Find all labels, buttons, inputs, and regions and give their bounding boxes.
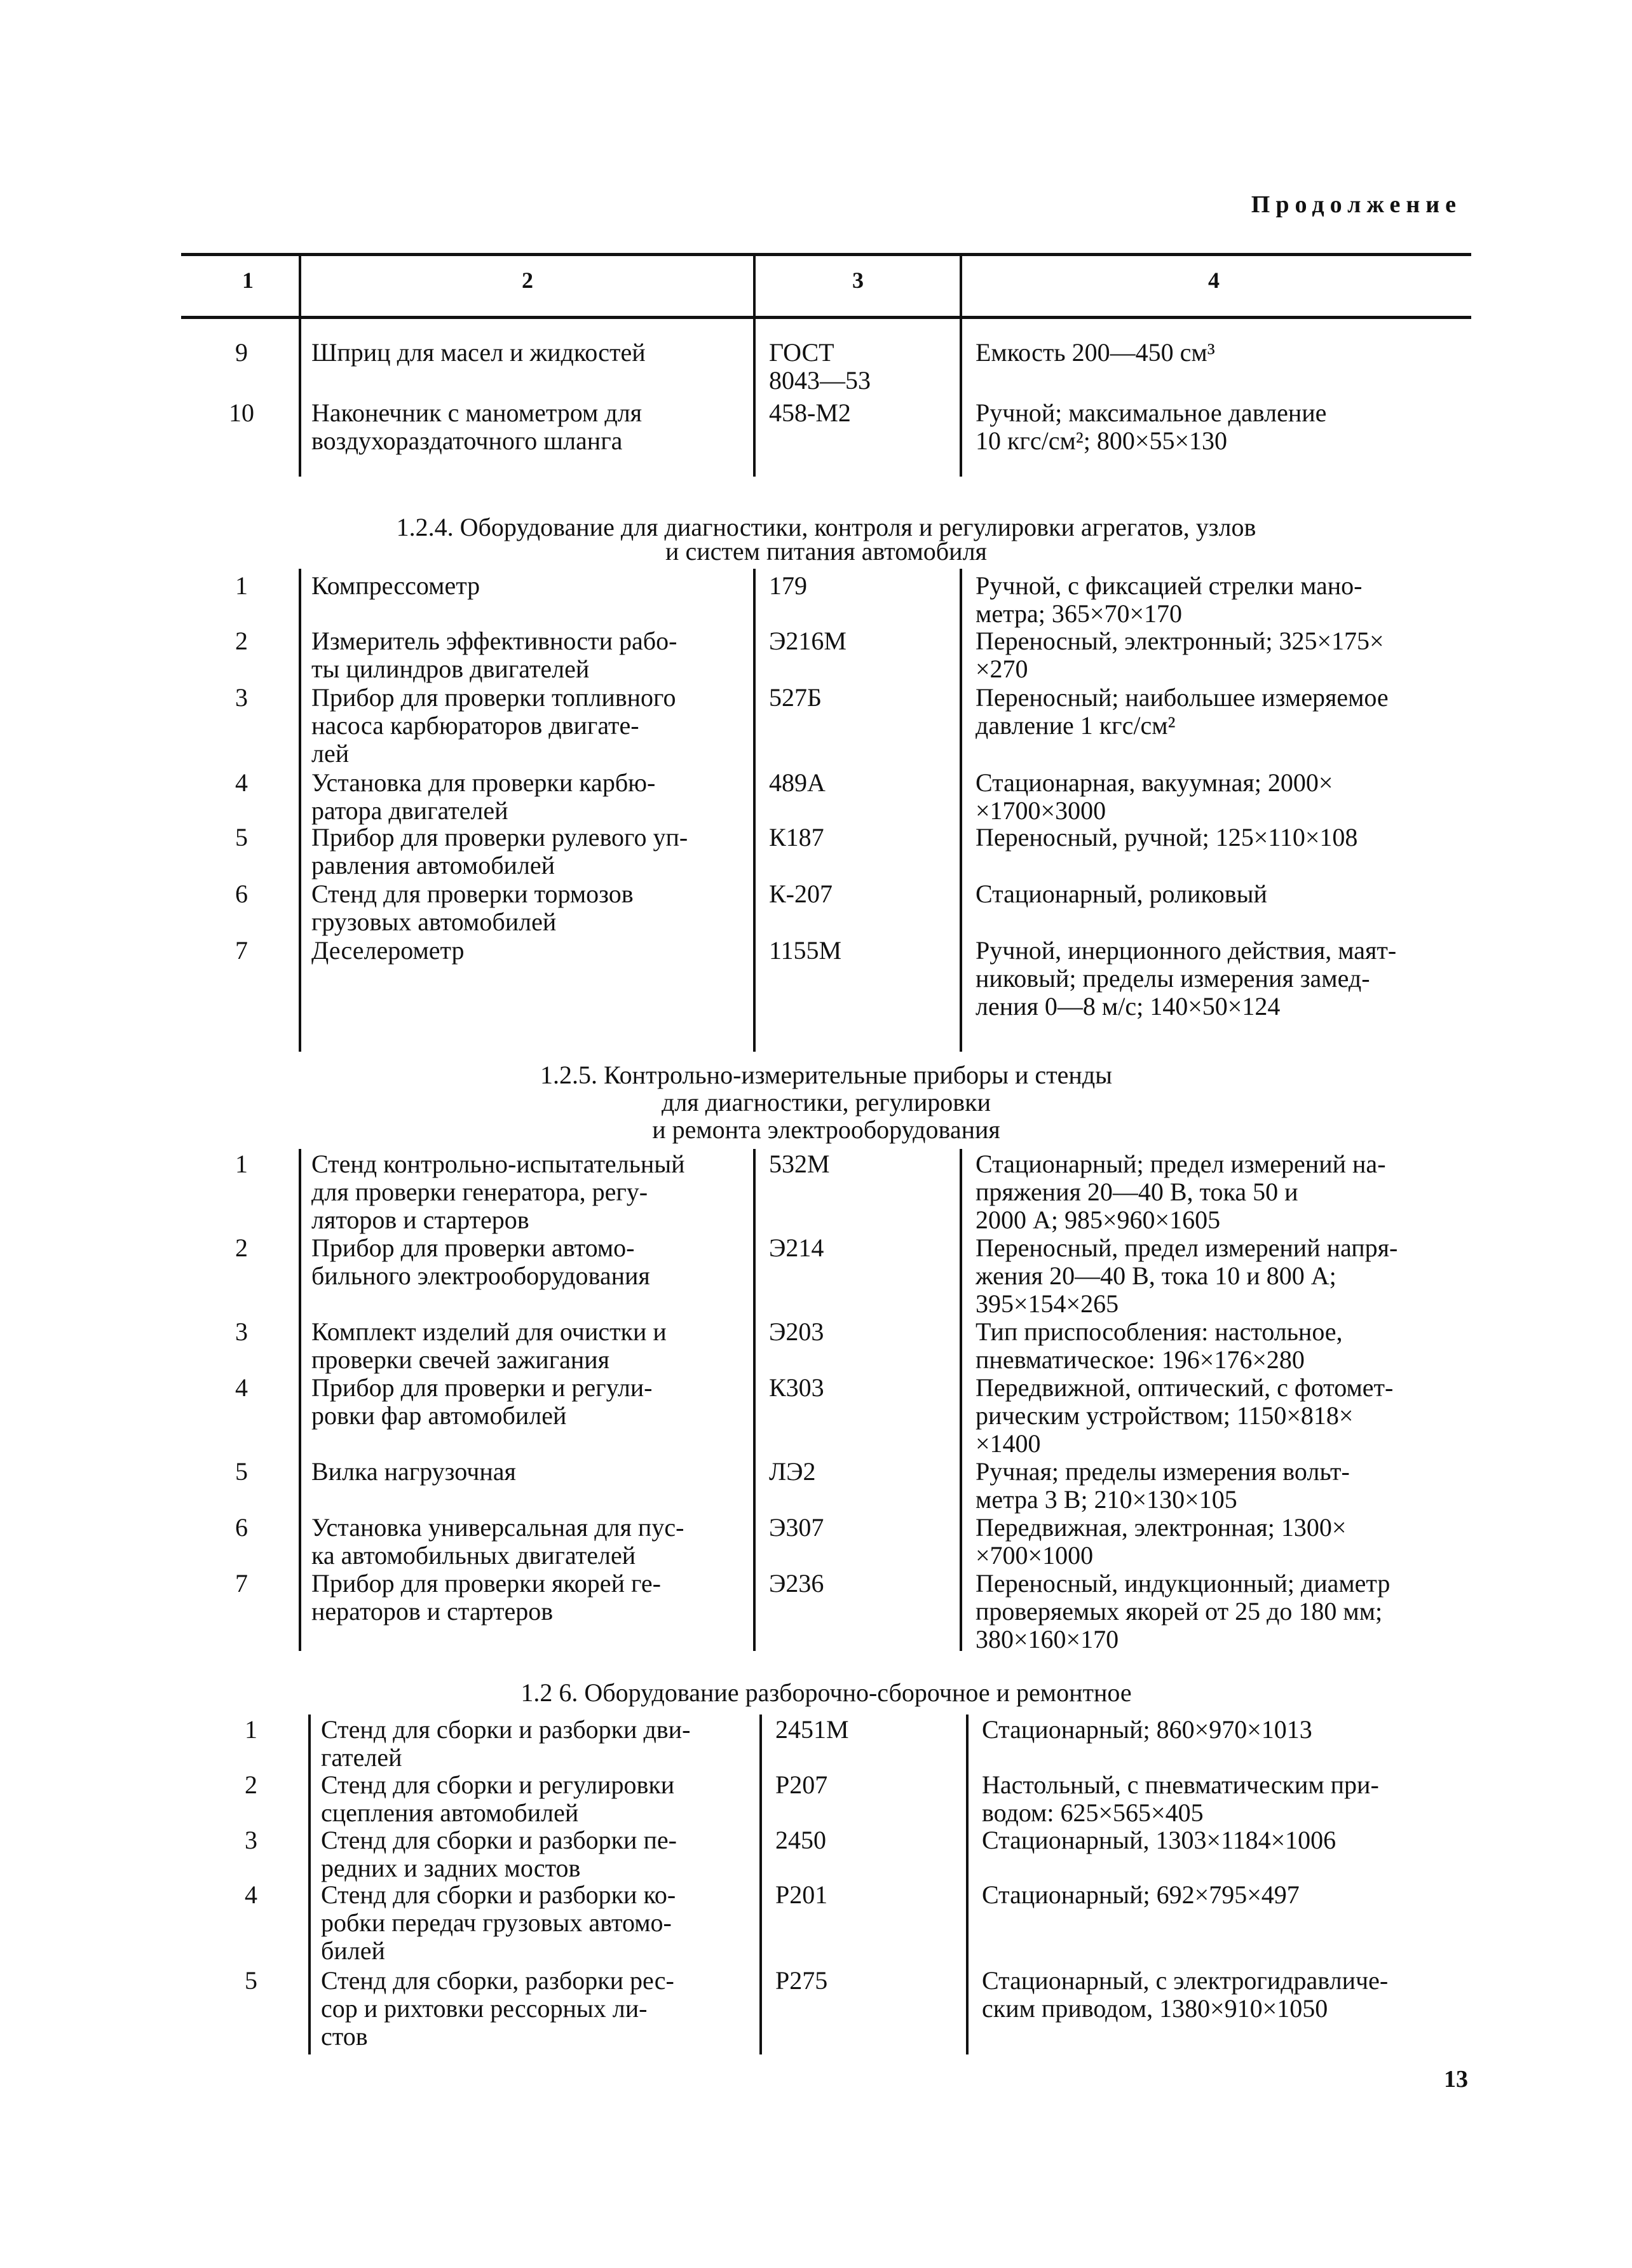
item-name: Измеритель эффективности рабо- ты цилиндров двигателей: [311, 627, 677, 683]
section-title: и ремонта электрооборудования: [652, 1115, 1000, 1144]
column-divider: [299, 1149, 301, 1651]
item-spec: Стационарный; 860×970×1013: [982, 1715, 1312, 1744]
item-name: Стенд для проверки тормозов грузовых автомобилей: [311, 879, 634, 936]
item-name: Наконечник с манометром для воздухораздаточного шланга: [311, 398, 643, 455]
item-spec: Ручной, инерционного действия, маят- никовый; пределы измерения замед- ления 0—8 м/с; 140×50×124: [976, 936, 1397, 1021]
item-spec: Переносный, электронный; 325×175× ×270: [976, 627, 1384, 683]
row-number: 9: [235, 338, 248, 367]
item-name: Прибор для проверки якорей ге- нераторов и стартеров: [311, 1569, 661, 1626]
item-spec: Емкость 200—450 см³: [976, 338, 1215, 367]
row-number: 3: [235, 1317, 248, 1346]
row-number: 6: [235, 879, 248, 908]
row-number: 10: [229, 398, 254, 427]
item-spec: Переносный; наибольшее измеряемое давление 1 кгс/см²: [976, 683, 1389, 740]
item-name: Прибор для проверки и регули- ровки фар автомобилей: [311, 1373, 653, 1430]
item-spec: Стационарный; предел измерений на- пряжения 20—40 В, тока 50 и 2000 А; 985×960×1605: [976, 1150, 1386, 1234]
item-name: Установка для проверки карбю- ратора двигателей: [311, 768, 656, 825]
header-bottom-rule: [181, 316, 1471, 319]
row-number: 7: [235, 936, 248, 965]
item-code: 527Б: [769, 683, 822, 712]
item-name: Прибор для проверки топливного насоса карбюраторов двигате- лей: [311, 683, 676, 768]
row-number: 4: [235, 1373, 248, 1402]
header-divider: [753, 254, 756, 316]
column-divider: [299, 318, 301, 477]
item-spec: Переносный, предел измерений напря- жения 20—40 В, тока 10 и 800 А; 395×154×265: [976, 1233, 1398, 1318]
header-divider: [960, 254, 962, 316]
item-name: Стенд контрольно-испытательный для проверки генератора, регу- ляторов и стартеров: [311, 1150, 685, 1234]
row-number: 3: [245, 1826, 257, 1854]
item-code: Р207: [775, 1770, 828, 1799]
row-number: 5: [235, 1457, 248, 1486]
item-name: Стенд для сборки и регулировки сцепления автомобилей: [321, 1770, 675, 1827]
row-number: 2: [235, 627, 248, 655]
item-spec: Переносный, ручной; 125×110×108: [976, 823, 1358, 852]
item-name: Стенд для сборки и разборки ко- робки передач грузовых автомо- билей: [321, 1880, 676, 1965]
row-number: 1: [235, 1150, 248, 1178]
column-divider: [960, 1149, 962, 1651]
item-name: Прибор для проверки рулевого уп- равления автомобилей: [311, 823, 688, 879]
column-header-1: 1: [242, 268, 254, 293]
section-title: и систем питания автомобиля: [665, 537, 987, 566]
item-spec: Стационарный; 692×795×497: [982, 1880, 1300, 1909]
column-divider: [960, 569, 962, 1052]
column-divider: [753, 569, 756, 1052]
column-divider: [960, 318, 962, 477]
item-spec: Стационарный, роликовый: [976, 879, 1267, 908]
section-title: для диагностики, регулировки: [661, 1088, 991, 1117]
item-spec: Ручной; максимальное давление 10 кгс/см²; 800×55×130: [976, 398, 1327, 455]
item-code: К303: [769, 1373, 824, 1402]
row-number: 1: [245, 1715, 257, 1744]
item-code: Э203: [769, 1317, 824, 1346]
column-divider: [966, 1715, 969, 2054]
column-divider: [753, 1149, 756, 1651]
row-number: 3: [235, 683, 248, 712]
item-code: 489А: [769, 768, 826, 797]
row-number: 4: [235, 768, 248, 797]
item-spec: Настольный, с пневматическим при- водом: 625×565×405: [982, 1770, 1379, 1827]
item-code: Э214: [769, 1233, 824, 1262]
item-spec: Тип приспособления: настольное, пневматическое: 196×176×280: [976, 1317, 1343, 1374]
row-number: 5: [245, 1966, 257, 1995]
item-name: Установка универсальная для пус- ка автомобильных двигателей: [311, 1513, 684, 1570]
column-header-4: 4: [1208, 268, 1220, 293]
item-code: Э216М: [769, 627, 847, 655]
row-number: 1: [235, 571, 248, 600]
item-spec: Передвижной, оптический, с фотомет- рическим устройством; 1150×818× ×1400: [976, 1373, 1394, 1458]
section-title: 1.2.4. Оборудование для диагностики, контроля и регулировки агрегатов, узлов: [396, 513, 1256, 541]
item-code: 1155М: [769, 936, 842, 965]
item-spec: Стационарный, 1303×1184×1006: [982, 1826, 1336, 1854]
section-title: 1.2 6. Оборудование разборочно-сборочное и ремонтное: [520, 1678, 1132, 1707]
item-name: Компрессометр: [311, 571, 480, 600]
item-name: Стенд для сборки и разборки дви- гателей: [321, 1715, 691, 1772]
column-divider: [299, 569, 301, 1052]
item-code: Э307: [769, 1513, 824, 1542]
column-divider: [759, 1715, 762, 2054]
item-code: 458-М2: [769, 398, 851, 427]
item-name: Стенд для сборки и разборки пе- редних и задних мостов: [321, 1826, 677, 1882]
item-code: ГОСТ 8043—53: [769, 338, 871, 395]
column-header-2: 2: [522, 268, 533, 293]
item-spec: Стационарный, с электрогидравличе- ским приводом, 1380×910×1050: [982, 1966, 1389, 2023]
item-code: ЛЭ2: [769, 1457, 816, 1486]
item-code: 532М: [769, 1150, 830, 1178]
item-code: К187: [769, 823, 824, 852]
row-number: 4: [245, 1880, 257, 1909]
row-number: 6: [235, 1513, 248, 1542]
item-code: Р201: [775, 1880, 828, 1909]
item-code: Р275: [775, 1966, 828, 1995]
column-divider: [308, 1715, 311, 2054]
item-code: 2451М: [775, 1715, 849, 1744]
item-spec: Передвижная, электронная; 1300× ×700×1000: [976, 1513, 1347, 1570]
item-code: 179: [769, 571, 807, 600]
row-number: 5: [235, 823, 248, 852]
row-number: 7: [235, 1569, 248, 1598]
column-divider: [753, 318, 756, 477]
item-spec: Ручная; пределы измерения вольт- метра 3 В; 210×130×105: [976, 1457, 1350, 1514]
item-name: Стенд для сборки, разборки рес- сор и рихтовки рессорных ли- стов: [321, 1966, 674, 2051]
continuation-label: Продолжение: [1251, 191, 1462, 218]
page-number: 13: [1444, 2066, 1468, 2093]
row-number: 2: [245, 1770, 257, 1799]
item-name: Прибор для проверки автомо- бильного электрооборудования: [311, 1233, 650, 1290]
item-name: Вилка нагрузочная: [311, 1457, 516, 1486]
section-title: 1.2.5. Контрольно-измерительные приборы и стенды: [540, 1061, 1113, 1089]
item-spec: Ручной, с фиксацией стрелки мано- метра; 365×70×170: [976, 571, 1363, 628]
item-spec: Переносный, индукционный; диаметр проверяемых якорей от 25 до 180 мм; 380×160×170: [976, 1569, 1391, 1653]
item-name: Деселерометр: [311, 936, 465, 965]
header-top-rule: [181, 253, 1471, 256]
item-spec: Стационарная, вакуумная; 2000× ×1700×3000: [976, 768, 1333, 825]
row-number: 2: [235, 1233, 248, 1262]
item-name: Шприц для масел и жидкостей: [311, 338, 646, 367]
item-code: К-207: [769, 879, 833, 908]
header-divider: [299, 254, 301, 316]
item-code: 2450: [775, 1826, 826, 1854]
item-code: Э236: [769, 1569, 824, 1598]
item-name: Комплект изделий для очистки и проверки свечей зажигания: [311, 1317, 667, 1374]
column-header-3: 3: [852, 268, 864, 293]
